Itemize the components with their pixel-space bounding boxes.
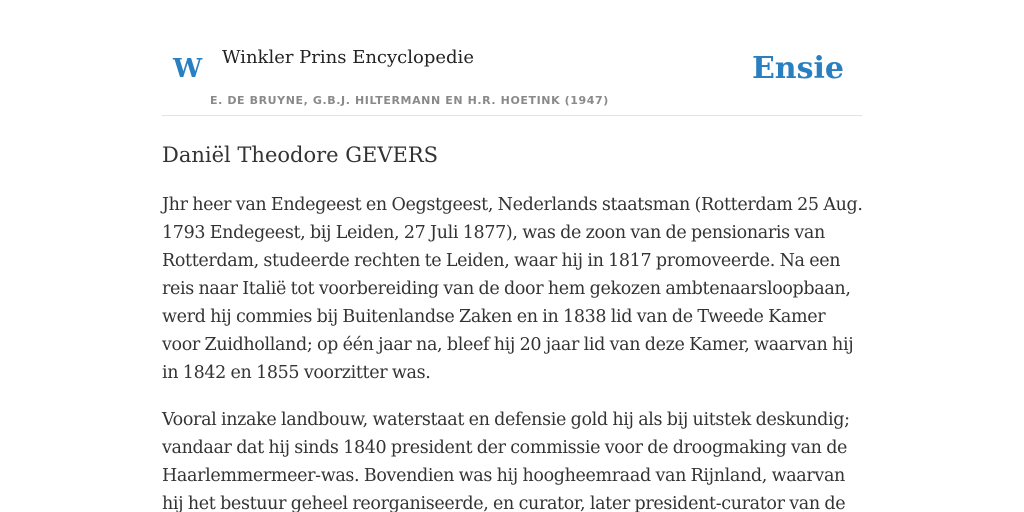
site-title[interactable]: Winkler Prins Encyclopedie: [222, 47, 474, 68]
article-title: Daniël Theodore GEVERS: [162, 143, 439, 167]
article-paragraph: Jhr heer van Endegeest en Oegstgeest, Nederlands staatsman (Rotterdam 25 Aug. 1793 Endegeest, bij Leiden, 27 Juli 1877), was de zoon van de pensionaris van Rotterdam, studeerde rechten te Leiden, waar hij in 1817 promoveerde. Na een reis naar Italië tot voorbereiding van de door hem gekozen ambtenaarsloopbaan, werd hij commies bij Buitenlandse Zaken en in 1838 lid van de Tweede Kamer voor Zuidholland; op één jaar na, bleef hij 20 jaar lid van deze Kamer, waarvan hij in 1842 en 1855 voorzitter was.: [162, 195, 863, 383]
ensie-brand-link[interactable]: Ensie: [751, 51, 844, 86]
winkler-prins-logo-icon[interactable]: W: [173, 54, 203, 84]
article-paragraph: Vooral inzake landbouw, waterstaat en defensie gold hij als bij uitstek deskundig; vandaar dat hij sinds 1840 president der commissie voor de droogmaking van de Haarlemmermeer-was. Bovendien was hij hoogheemraad van Rijnland, waarvan hij het bestuur geheel reorganiseerde, en curator, later president-curator van de: [162, 410, 850, 512]
authors-byline: E. DE BRUYNE, G.B.J. HILTERMANN EN H.R. HOETINK (1947): [210, 94, 609, 107]
site-header: [162, 40, 862, 116]
article: [162, 139, 864, 512]
